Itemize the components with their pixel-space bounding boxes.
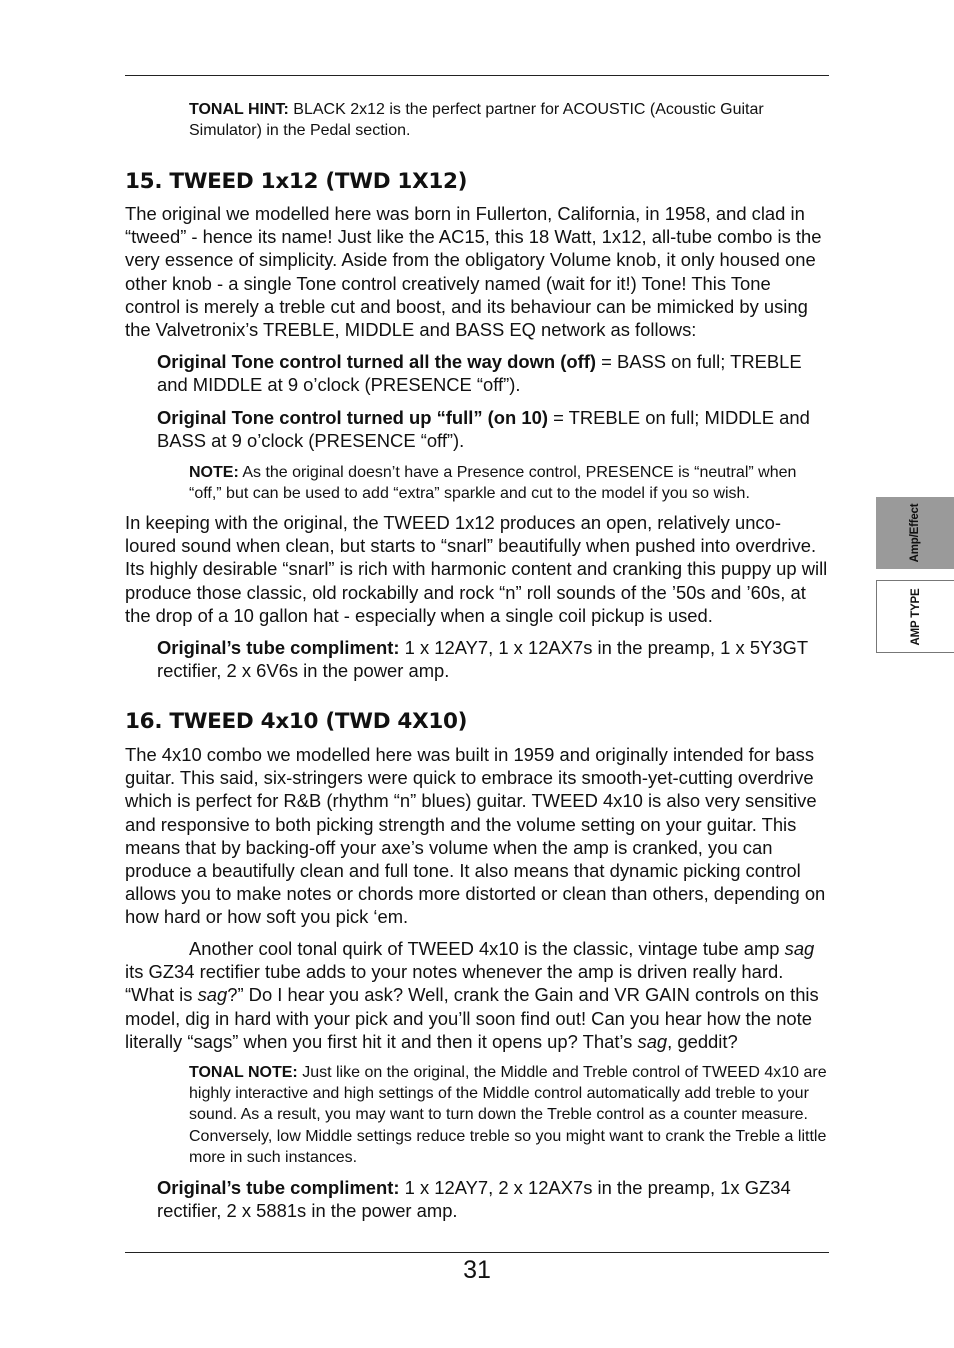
sag-text-2: its GZ34 rectifier tube adds to your notes whenever the amp is driven really hard. “What is: [125, 961, 784, 1006]
sag-word-1: sag: [784, 938, 815, 959]
tone-down-label: Original Tone control turned all the way down (off): [157, 351, 596, 372]
side-tab-amp-effect-label: Amp/Effect: [909, 503, 921, 563]
section-16-tubes: [157, 1176, 831, 1222]
sag-word-2: sag: [197, 984, 228, 1006]
tone-up-setting: [157, 406, 831, 452]
presence-note-label: NOTE:: [189, 464, 239, 481]
tonal-note-label: TONAL NOTE:: [189, 1064, 298, 1081]
section-15-heading: 15. TWEED 1x12 (TWD 1X12): [125, 169, 468, 194]
tonal-note: [189, 1062, 831, 1168]
sag-text-4: , geddit?: [667, 1030, 738, 1052]
sag-text-3: ?” Do I hear you ask? Well, crank the Gain and VR GAIN controls on this model, dig in hard with your pick and you’ll soon find out! Can you hear how the note literally “sags” when you first hit it and then it opens up? That’s: [125, 984, 819, 1052]
page-number: 31: [463, 1256, 491, 1284]
presence-note: [189, 462, 831, 504]
side-tab-amp-effect[interactable]: [876, 497, 954, 569]
tone-down-text: = BASS on full; TREBLE and MIDDLE at 9 o’clock (PRESENCE “off”).: [157, 351, 802, 396]
section-15-tubes: [157, 636, 831, 682]
footer-rule: [125, 1252, 829, 1253]
header-rule: [125, 75, 829, 76]
section-15-intro: The original we modelled here was born in Fullerton, California, in 1958, and clad in “tweed” - hence its name! Just like the AC15, this 18 Watt, 1x12, all-tube combo is the very essence of simplicity. Aside from the obligatory Volume knob, it only housed one other knob - a single Tone control creatively named (wait for it!) Tone! This Tone control is merely a treble cut and boost, and its behaviour can be mimicked by using the Valvetronix’s TREBLE, MIDDLE and BASS EQ network as follows:: [125, 203, 822, 341]
side-tab-amp-type-label: AMP TYPE: [909, 588, 922, 645]
side-tab-amp-type[interactable]: [876, 580, 954, 653]
section-16-tubes-label: Original’s tube compliment:: [157, 1177, 400, 1198]
tonal-hint-text: BLACK 2x12 is the perfect partner for ACOUSTIC (Acoustic Guitar Simulator) in the Pedal section.: [189, 101, 764, 139]
section-15-tubes-label: Original’s tube compliment:: [157, 637, 400, 658]
sag-word-3: sag: [637, 1030, 668, 1052]
section-15-tubes-text: 1 x 12AY7, 1 x 12AX7s in the preamp, 1 x 5Y3GT rectifier, 2 x 6V6s in the power amp.: [157, 637, 808, 682]
section-16-heading: 16. TWEED 4x10 (TWD 4X10): [125, 709, 468, 734]
tonal-hint-label: TONAL HINT:: [189, 101, 289, 118]
section-16-intro: The 4x10 combo we modelled here was built in 1959 and originally intended for bass guitar. This said, six-stringers were quick to embrace its smooth-yet-cutting overdrive which is perfect for R&B (rhythm “n” blues) guitar. TWEED 4x10 is also very sensitive and responsive to both picking strength and the volume setting on your guitar. This means that by backing-off your axe’s volume when the amp is cranked, you can produce a beautifully clean and full tone. It also means that dynamic picking control allows you to make notes or chords more distorted or clean than others, depending on how hard or how soft you pick ‘em.: [125, 744, 826, 928]
tone-up-text: = TREBLE on full; MIDDLE and BASS at 9 o’clock (PRESENCE “off”).: [157, 407, 810, 452]
presence-note-text: As the original doesn’t have a Presence control, PRESENCE is “neutral” when “off,” but can be used to add “extra” sparkle and cut to the model if you so wish.: [189, 464, 797, 503]
tonal-note-text: Just like on the original, the Middle and Treble control of TWEED 4x10 are highly interactive and high settings of the Middle control automatically add treble to your sound. As a result, you may want to turn down the Treble control as a counter measure. Conversely, low Middle settings reduce treble so you might want to crank the Treble a little more in such instances.: [189, 1064, 827, 1166]
sag-text-1: Another cool tonal quirk of TWEED 4x10 is the classic, vintage tube amp: [189, 938, 785, 959]
section-16-tubes-text: 1 x 12AY7, 2 x 12AX7s in the preamp, 1x GZ34 rectifier, 2 x 5881s in the power amp.: [157, 1177, 791, 1222]
tonal-hint: [189, 99, 829, 141]
sag-paragraph: [125, 937, 831, 1053]
tone-down-setting: [157, 350, 831, 396]
tone-up-label: Original Tone control turned up “full” (on 10): [157, 407, 548, 428]
section-15-body: In keeping with the original, the TWEED 1x12 produces an open, relatively unco-loured sound when clean, but starts to “snarl” beautifully when pushed into overdrive. Its highly desirable “snarl” is rich with harmonic content and cranking this puppy up will produce those classic, old rockabilly and rock “n” roll sounds of the ’50s and ’60s, at the drop of a 10 gallon hat - especially when a single coil pickup is used.: [125, 512, 828, 626]
